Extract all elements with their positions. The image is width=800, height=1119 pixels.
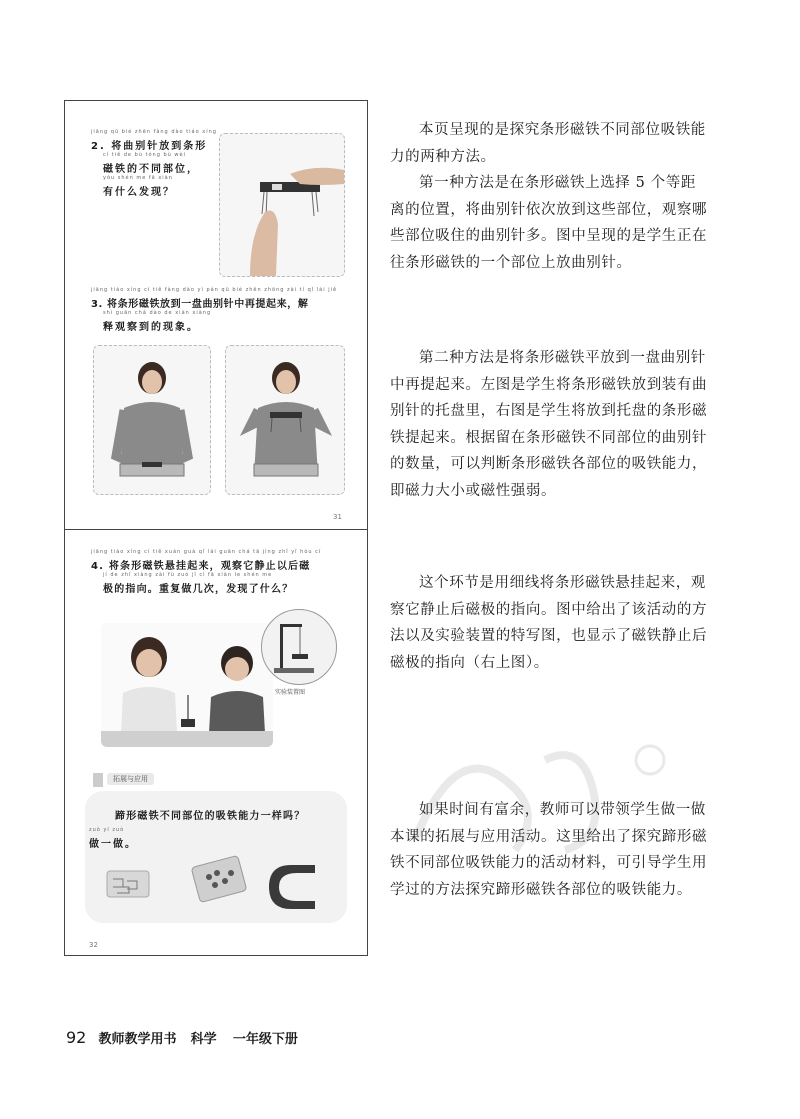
photo-hand-magnet xyxy=(219,133,345,277)
step2-line-2: 磁铁的不同部位， xyxy=(103,164,199,175)
explanation-3 xyxy=(390,570,710,676)
explanation-4-p5: 如果时间有富余，教师可以带领学生做一做本课的拓展与应用活动。这里给出了探究蹄形磁铁不同部位吸铁能力的活动材料，可引导学生用学过的方法探究蹄形磁铁各部位的吸铁能力。 xyxy=(390,802,708,898)
extension-box xyxy=(85,791,347,923)
footer-page-number: 92 xyxy=(66,1028,87,1047)
photo-girl-lift-magnet xyxy=(225,345,345,495)
girl-tray-illustration-2 xyxy=(226,346,344,494)
thumb-page-number-31: 31 xyxy=(333,513,342,521)
extension-pinyin-2: zuò yí zuò xyxy=(89,827,125,833)
page-footer xyxy=(66,1028,298,1047)
apparatus-caption: 实验装置图 xyxy=(275,689,306,696)
girl-tray-illustration-1 xyxy=(94,346,210,494)
explanation-1-p2: 第一种方法是在条形磁铁上选择 5 个等距离的位置，将曲别针依次放到这些部位，观察哪些部位吸住的曲别针多。图中呈现的是学生正在往条形磁铁的一个部位上放曲别针。 xyxy=(390,175,708,271)
step4-pinyin-1: jiāng tiáo xíng cí tiě xuán guà qǐ lái guān chá tā jìng zhǐ yǐ hòu cí xyxy=(91,549,322,555)
photo-apparatus-closeup xyxy=(261,609,337,685)
step2-line-1: 2. 将曲别针放到条形 xyxy=(91,141,208,152)
extension-materials xyxy=(103,851,333,917)
step2-pinyin-3: yǒu shén me fā xiàn xyxy=(103,175,173,181)
extension-line-1: 蹄形磁铁不同部位的吸铁能力一样吗？ xyxy=(115,811,306,822)
step2-pinyin-1: jiāng qū bié zhēn fàng dào tiáo xíng xyxy=(91,129,217,135)
footer-subject: 科学 xyxy=(190,1032,217,1047)
explanation-1-p1: 本页呈现的是探究条形磁铁不同部位吸铁能力的两种方法。 xyxy=(390,122,706,165)
explanation-3-p4: 这个环节是用细线将条形磁铁悬挂起来，观察它静止后磁极的指向。图中给出了该活动的方法以及实验装置的特写图，也显示了磁铁静止后磁极的指向（右上图）。 xyxy=(390,575,708,671)
step3-pinyin-1: jiāng tiáo xíng cí tiě fàng dào yì pán qū bié zhēn zhōng zài tí qǐ lái jiě xyxy=(91,287,338,293)
apparatus-illustration xyxy=(262,610,336,684)
step4-pinyin-2: jí de zhǐ xiàng zài fù zuò jǐ cì fā xiàn le shén me xyxy=(103,572,273,578)
explanation-1 xyxy=(390,117,710,276)
children-illustration xyxy=(101,623,273,747)
step3-line-2: 释观察到的现象。 xyxy=(103,322,199,333)
step3-pinyin-2: shì guān chá dào de xiàn xiàng xyxy=(103,310,212,316)
step4-line-2: 极的指向。重复做几次，发现了什么？ xyxy=(103,584,294,595)
step2-pinyin-2: cí tiě de bù tóng bù wèi xyxy=(103,152,186,158)
step3-line-1: 3. 将条形磁铁放到一盘曲别针中再提起来，解 xyxy=(91,299,309,310)
step4-line-1: 4. 将条形磁铁悬挂起来，观察它静止以后磁 xyxy=(91,561,311,572)
person-icon xyxy=(93,773,103,787)
extension-line-2: 做一做。 xyxy=(89,839,137,850)
explanation-4 xyxy=(390,797,710,903)
explanation-2 xyxy=(390,345,710,504)
thumb-page-number-32: 32 xyxy=(89,941,98,949)
extension-banner: 拓展与应用 xyxy=(107,773,154,785)
thumb-page-divider xyxy=(65,529,367,530)
footer-book-title: 教师教学用书 xyxy=(98,1032,177,1047)
footer-grade: 一年级下册 xyxy=(232,1032,298,1047)
textbook-thumbnail xyxy=(64,100,368,956)
hand-magnet-illustration xyxy=(220,134,344,276)
explanation-2-p3: 第二种方法是将条形磁铁平放到一盘曲别针中再提起来。左图是学生将条形磁铁放到装有曲别针的托盘里，右图是学生将放到托盘的条形磁铁提起来。根据留在条形磁铁不同部位的曲别针的数量，可以判断条形磁铁各部位的吸铁能力，即磁力大小或磁性强弱。 xyxy=(390,350,708,499)
photo-children-hanging-magnet xyxy=(101,623,273,747)
step2-line-3: 有什么发现？ xyxy=(103,187,175,198)
photo-girl-place-magnet xyxy=(93,345,211,495)
